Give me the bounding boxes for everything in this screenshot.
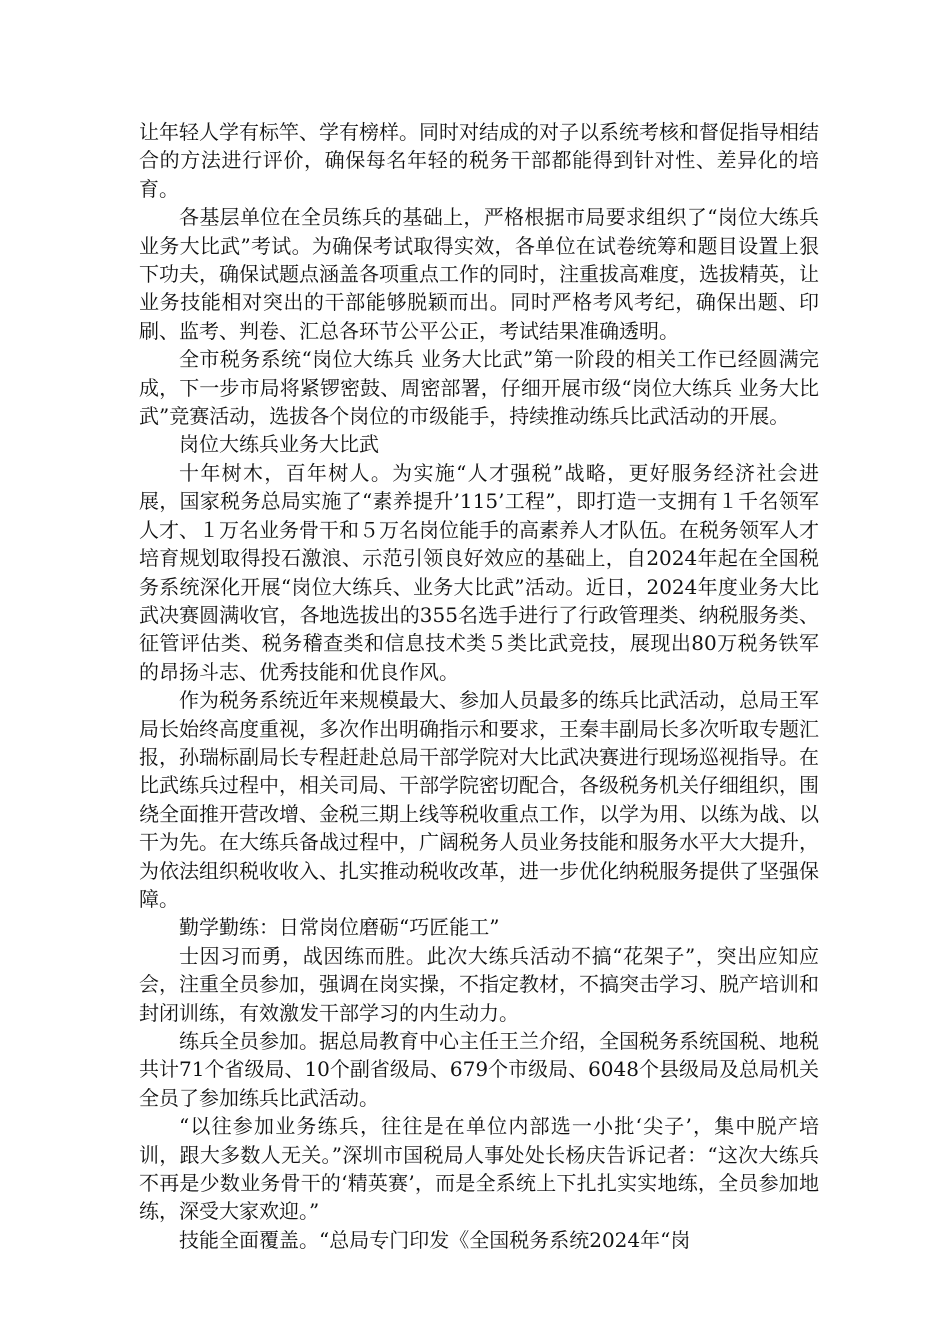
paragraph-skills-coverage: 技能全面覆盖。“总局专门印发《全国税务系统2024年“岗 xyxy=(179,1227,691,1252)
section-heading-competition: 岗位大练兵业务大比武 xyxy=(179,432,379,457)
section-heading-daily-practice: 勤学勤练：日常岗位磨砺“巧匠能工” xyxy=(179,915,500,940)
paragraph-leadership-attention: 作为税务系统近年来规模最大、参加人员最多的练兵比武活动，总局王军局长始终高度重视，多次作出明确指示和要求，王秦丰副局长多次听取专题汇报，孙瑞标副局长专程赶赴总局干部学院对大比武决赛进行现场巡视指导。在比武练兵过程中，相关司局、干部学院密切配合，各级税务机关仔细组织，围绕全面推开营改增、金税三期上线等税收重点工作，以学为用、以练为战、以干为先。在大练兵备战过程中，广阔税务人员业务技能和服务水平大大提升，为依法组织税收收入、扎实推动税收改革，进一步优化纳税服务提供了坚强保障。 xyxy=(139,688,819,911)
paragraph-practice-principles: 士因习而勇，战因练而胜。此次大练兵活动不搞“花架子”，突出应知应会，注重全员参加，强调在岗实操，不指定教材，不搞突击学习、脱产培训和封闭训练，有效激发干部学习的内生动力。 xyxy=(139,943,819,1025)
paragraph-full-participation: 练兵全员参加。据总局教育中心主任王兰介绍，全国税务系统国税、地税共计71个省级局、10个副省级局、679个市级局、6048个县级局及总局机关全员了参加练兵比武活动。 xyxy=(139,1029,819,1110)
paragraph-interview-quote: “以往参加业务练兵，往往是在单位内部选一小批‘尖子’，集中脱产培训，跟大多数人无关。”深圳市国税局人事处处长杨庆告诉记者：“这次大练兵不再是少数业务骨干的‘精英赛’，而是全系统上下扎扎实实地练，全员参加地练，深受大家欢迎。” xyxy=(139,1114,819,1224)
paragraph-continuation: 让年轻人学有标竿、学有榜样。同时对结成的对子以系统考核和督促指导相结合的方法进行评价，确保每名年轻的税务干部都能得到针对性、差异化的培育。 xyxy=(139,120,819,201)
document-body xyxy=(139,118,819,1254)
paragraph-exam-organization: 各基层单位在全员练兵的基础上，严格根据市局要求组织了“岗位大练兵 业务大比武”考试。为确保考试取得实效，各单位在试卷统筹和题目设置上狠下功夫，确保试题点涵盖各项重点工作的同时，注重拔高难度，选拔精英，让业务技能相对突出的干部能够脱颖而出。同时严格考风考纪，确保出题、印刷、监考、判卷、汇总各环节公平公正，考试结果准确透明。 xyxy=(139,205,819,343)
paragraph-talent-strategy: 十年树木，百年树人。为实施“人才强税”战略，更好服务经济社会进展，国家税务总局实施了“素养提升’115’工程”，即打造一支拥有１千名领军人才、１万名业务骨干和５万名岗位能手的高素养人才队伍。在税务领军人才培育规划取得投石激浪、示范引领良好效应的基础上，自2024年起在全国税务系统深化开展“岗位大练兵、业务大比武”活动。近日，2024年度业务大比武决赛圆满收官，各地选拔出的355名选手进行了行政管理类、纳税服务类、征管评估类、税务稽查类和信息技术类５类比武竞技，展现出80万税务铁军的昂扬斗志、优秀技能和优良作风。 xyxy=(139,460,819,684)
paragraph-first-stage-complete: 全市税务系统“岗位大练兵 业务大比武”第一阶段的相关工作已经圆满完成，下一步市局将紧锣密鼓、周密部署，仔细开展市级“岗位大练兵 业务大比武”竞赛活动，选拔各个岗位的市级能手，持续推动练兵比武活动的开展。 xyxy=(139,347,819,429)
